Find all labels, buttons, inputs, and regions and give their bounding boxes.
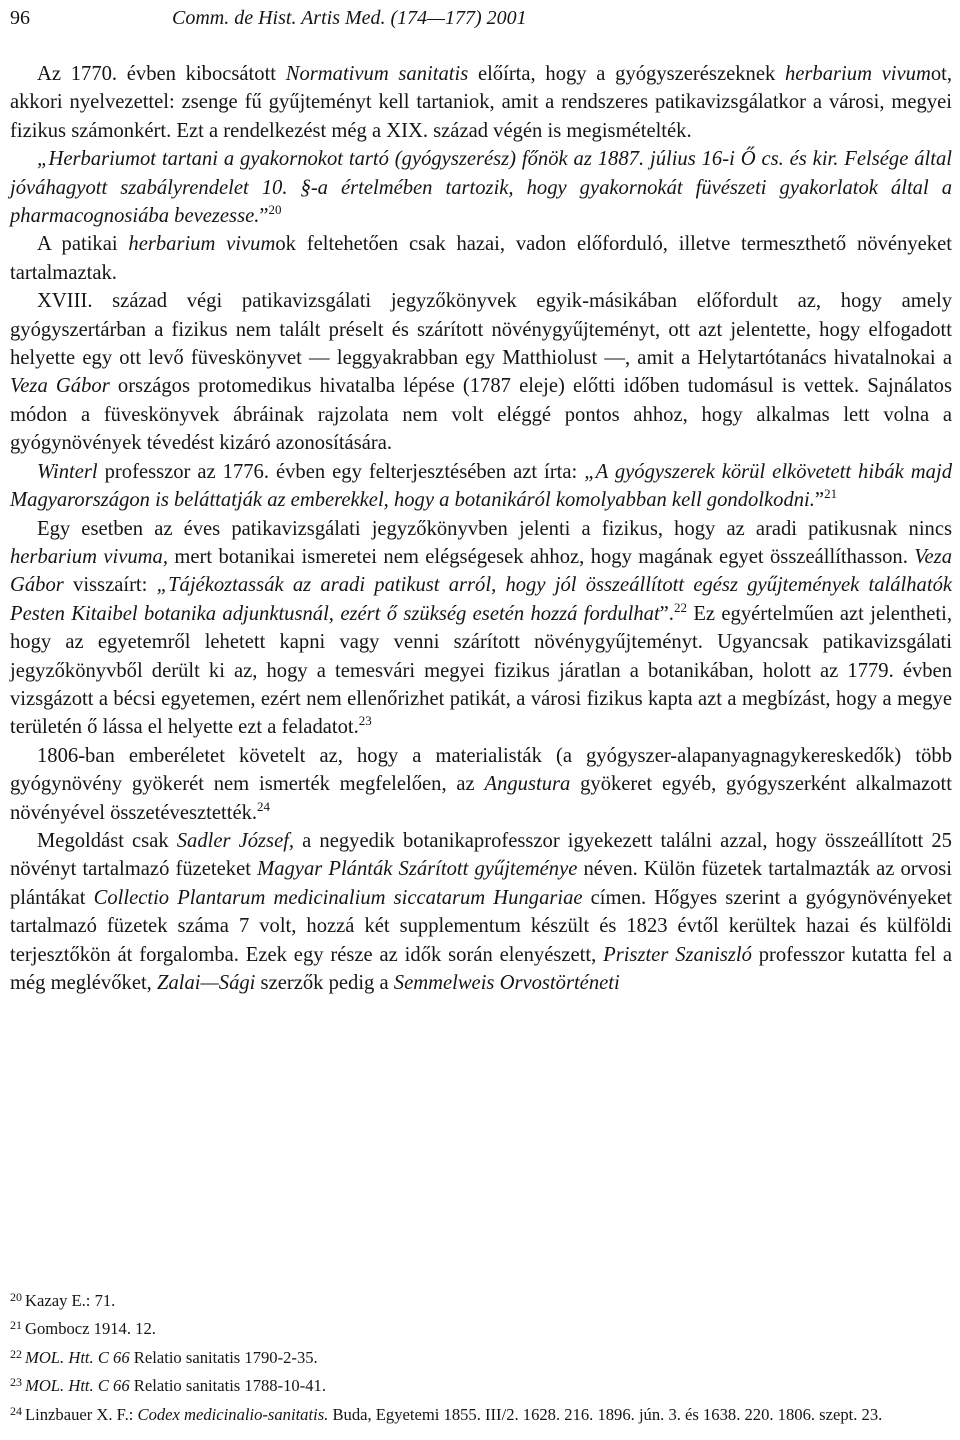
text: ot, akkori nyelvezettel: zsenge fű gyűjteményt kell tartaniok, amit a rendszeres patikavizsgálatkor a városi, megyei fizikus számonkért. Ezt a rendelkezést még a XIX. század végén is megismételték. <box>10 63 952 142</box>
italic-text: herbarium vivuma, <box>10 545 168 568</box>
page-number: 96 <box>10 7 30 29</box>
text: előírta, hogy a gyógyszerészeknek <box>468 63 785 85</box>
text: Megoldást csak <box>37 829 177 852</box>
footnote-ref: 20 <box>268 202 282 218</box>
italic-quote: „A gyógyszerek körül elkövetett hibák majd Magyarországon is beláttatják az emberekkel, hogy a botanikáról komolyabban kell gondolkodni. <box>10 460 952 512</box>
footnote-text: Relatio sanitatis 1790-2-35. <box>129 1347 318 1367</box>
paragraph-5 <box>10 458 952 515</box>
footnote-ref: 24 <box>257 798 271 814</box>
italic-text: Sadler József, <box>176 829 295 852</box>
footnote-number: 21 <box>10 1318 22 1333</box>
italic-text: Priszter Szaniszló <box>603 943 752 966</box>
footnote <box>10 1370 952 1398</box>
italic-text: herbarium vivum <box>128 233 276 256</box>
italic-text: Magyar Plánták Szárított gyűjteménye <box>257 858 578 881</box>
footnote-number: 24 <box>10 1403 22 1418</box>
footnote-text: Kazay E.: 71. <box>25 1291 116 1310</box>
paragraph-7 <box>10 742 952 827</box>
paragraph-2-quotation <box>10 145 952 230</box>
italic-text: Semmelweis Orvostörténeti <box>393 972 620 994</box>
footnote <box>10 1313 952 1341</box>
text: Egy esetben az éves patikavizsgálati jegyzőkönyvben jelenti a fizikus, hogy az aradi patikusnak nincs <box>37 517 952 540</box>
page <box>10 0 952 1440</box>
footnote-ref: 22 <box>673 599 687 615</box>
paragraph-6 <box>10 515 952 742</box>
footnote-number: 22 <box>10 1346 22 1361</box>
text: ok feltehetően csak hazai, vadon előforduló, illetve termeszthető növényeket tartalmaztak. <box>10 233 952 284</box>
text: visszaírt: <box>63 574 157 597</box>
text: ” <box>259 205 269 228</box>
text: gyökeret egyéb, gyógyszerként alkalmazott növényével összetévesztették. <box>10 773 952 824</box>
text: Az 1770. évben kibocsátott <box>37 63 286 85</box>
footnote <box>10 1342 952 1370</box>
footnote-number: 23 <box>10 1375 22 1390</box>
text: címen. Hőgyes szerint a gyógynövényeket tartalmazó füzetek száma 7 volt, hozzá két supplementum készült és 1823 évtől kerültek hazai és külföldi terjesztőkön át forgalomba. Ezek egy része az idők során elenyészett, <box>10 886 952 966</box>
footnote-ref: 23 <box>358 713 372 729</box>
italic-text: Normativum sanitatis <box>285 63 469 85</box>
italic-text: Collectio Plantarum medicinalium siccatarum Hungariae <box>93 886 583 909</box>
text: Ez egyértelműen azt jelentheti, hogy az egyetemről lehetett kapni vagy venni szárított növénygyűjteményt. Ugyancsak patikavizsgálati jegyzőkönyvből derült ki az, hogy a temesvári megyei fizikus járatlan a botanikában, holott az 1779. évben vizsgázott a bécsi egyetemen, ezért nem ellenőrizhet patikát, a városi fizikus kapta azt a megbízást, hogy a megye területén ő lássa el helyette ezt a feladatot. <box>10 602 952 739</box>
main-text <box>10 60 952 997</box>
page-header <box>10 0 952 50</box>
paragraph-4 <box>10 287 952 457</box>
footnote-source: Codex medicinalio-sanitatis. <box>137 1404 329 1424</box>
text: A patikai <box>37 233 129 256</box>
text: szerzők pedig a <box>255 972 394 994</box>
footnote <box>10 1399 952 1427</box>
text: ” <box>814 489 825 512</box>
italic-text: Winterl <box>37 460 98 483</box>
footnote-text: Linzbauer X. F.: <box>25 1404 138 1424</box>
footnote-text: Buda, Egyetemi 1855. III/2. 1628. 216. 1896. jún. 3. és 1638. 220. 1806. szept. 23. <box>328 1404 883 1424</box>
text: a negyedik botanikaprofesszor igyekezett találni azzal, hogy összeállított 25 növényt tartalmazó füzeteket <box>10 829 952 881</box>
text: ”. <box>659 602 674 625</box>
footnote-source: MOL. Htt. C 66 <box>25 1376 130 1396</box>
footnote <box>10 1285 952 1313</box>
text: néven. Külön füzetek tartalmazták az orvosi plántákat <box>10 858 952 909</box>
text: mert botanikai ismeretei nem elégségesek ahhoz, hogy magának egyet összeállíthasson. <box>167 545 915 568</box>
paragraph-3 <box>10 230 952 287</box>
italic-text: Zalai—Sági <box>156 972 256 994</box>
footnote-source: MOL. Htt. C 66 <box>25 1347 130 1367</box>
paragraph-1 <box>10 60 952 145</box>
text: 1806-ban emberéletet követelt az, hogy a materialisták (a gyógyszer-alapanyagnagykereskedők) több gyógynövény gyökerét nem ismerték megfelelően, az <box>10 744 952 796</box>
running-title: Comm. de Hist. Artis Med. (174—177) 2001 <box>172 7 527 29</box>
footnote-ref: 21 <box>824 486 838 502</box>
text: professzor az 1776. évben egy felterjesztésében azt írta: <box>97 460 585 483</box>
footnote-number: 20 <box>10 1290 22 1304</box>
italic-quote: „Tájékoztassák az aradi patikust arról, hogy jól összeállított egész gyűjtemények találhatók Pesten Kitaibel botanika adjunktusnál, ezért ő szükség esetén hozzá fordulhat <box>10 574 953 625</box>
text: XVIII. század végi patikavizsgálati jegyzőkönyvek egyik-másikában előfordult az, hogy amely gyógyszertárban a fizikus nem talált préselt és szárított növénygyűjteményt, ott azt jelentette, hogy elfogadott helyette egy ott levő füveskönyvet — leggyakrabban egy Matthiolust —, amit a Helytartótanács hivatalnokai a <box>10 290 952 370</box>
paragraph-8 <box>10 827 952 997</box>
footnotes <box>10 1285 952 1427</box>
italic-text: Veza Gábor <box>10 545 952 597</box>
footnote-text: Gombocz 1914. 12. <box>25 1319 156 1339</box>
italic-text: Angustura <box>484 773 571 796</box>
text: professzor kutatta fel a még meglévőket, <box>10 943 952 994</box>
text: országos protomedikus hivatalba lépése (1787 eleje) előtti időben tudomásul is vettek. Sajnálatos módon a füveskönyvek ábráinak rajzolata nem volt eléggé pontos ahhoz, hogy alkalmas lett volna a gyógynövények tévedést kizáró azonosítására. <box>10 375 952 455</box>
italic-text: Veza Gábor <box>10 375 110 398</box>
footnote-text: Relatio sanitatis 1788-10-41. <box>129 1376 326 1396</box>
italic-quote: „Herbariumot tartani a gyakornokot tartó (gyógyszerész) főnök az 1887. július 16-i Ő cs. és kir. Felsége által jóváhagyott szabályrendelet 10. §-a értelmében tartozik, hogy gyakornokát füvészeti gyakorlatok által a pharmacognosiába bevezesse. <box>10 148 952 228</box>
italic-text: herbarium vivum <box>784 63 931 85</box>
